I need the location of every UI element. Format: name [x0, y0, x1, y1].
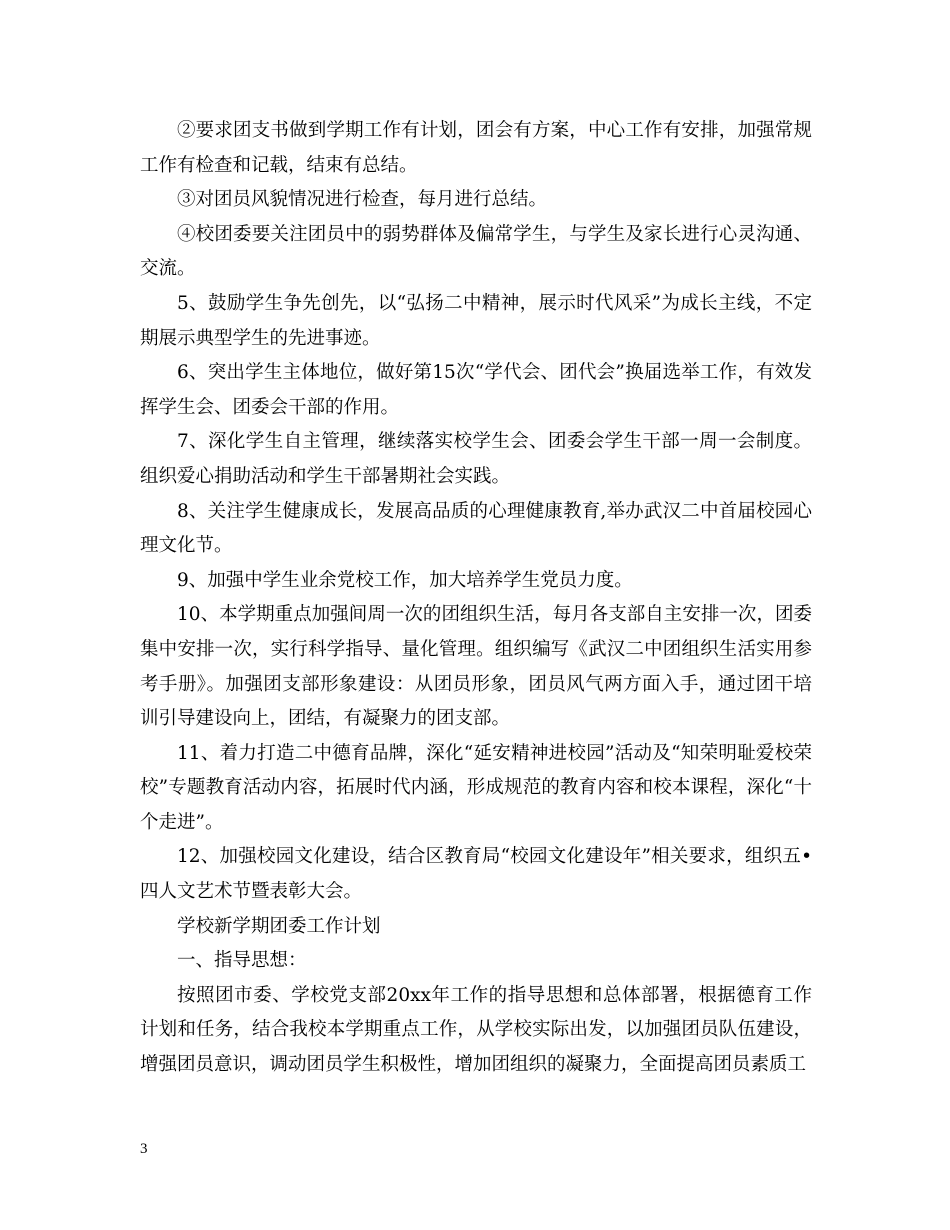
paragraph-item-8: 8、关注学生健康成长，发展高品质的心理健康教育,举办武汉二中首届校园心理文化节。 [140, 500, 812, 557]
section-title: 学校新学期团委工作计划 [177, 915, 381, 937]
paragraph-item-11: 11、着力打造二中德育品牌，深化“延安精神进校园”活动及“知荣明耻爱校荣校”专题教育活动内容，拓展时代内涵，形成规范的教育内容和校本课程，深化“十个走进”。 [140, 742, 812, 833]
document-body [140, 114, 812, 1083]
paragraph-item-10: 10、本学期重点加强间周一次的团组织生活，每月各支部自主安排一次，团委集中安排一次，实行科学指导、量化管理。组织编写《武汉二中团组织生活实用参考手册》。加强团支部形象建设：从团员形象，团员风气两方面入手，通过团干培训引导建设向上，团结，有凝聚力的团支部。 [140, 604, 812, 730]
paragraph-member-inspection: ③对团员风貌情况进行检查，每月进行总结。 [177, 189, 548, 211]
paragraph-league-secretary-plan: ②要求团支书做到学期工作有计划，团会有方案，中心工作有安排，加强常规工作有检查和记载，结束有总结。 [140, 120, 812, 176]
paragraph-item-5: 5、鼓励学生争先创先，以“弘扬二中精神，展示时代风采”为成长主线，不定期展示典型学生的先进事迹。 [140, 292, 812, 349]
paragraph-item-6: 6、突出学生主体地位，做好第15次“学代会、团代会”换届选举工作，有效发挥学生会、团委会干部的作用。 [140, 362, 812, 418]
paragraph-item-7: 7、深化学生自主管理，继续落实校学生会、团委会学生干部一周一会制度。组织爱心捐助活动和学生干部暑期社会实践。 [140, 431, 812, 487]
paragraph-item-12: 12、加强校园文化建设，结合区教育局“校园文化建设年”相关要求，组织五•四人文艺术节暨表彰大会。 [140, 846, 812, 903]
section-heading-guiding-ideology: 一、指导思想： [177, 950, 307, 972]
page-number: 3 [140, 1141, 148, 1157]
paragraph-item-9: 9、加强中学生业余党校工作，加大培养学生党员力度。 [177, 569, 633, 591]
paragraph-vulnerable-groups: ④校团委要关注团员中的弱势群体及偏常学生，与学生及家长进行心灵沟通、交流。 [140, 223, 812, 280]
paragraph-guiding-ideology: 按照团市委、学校党支部20xx年工作的指导思想和总体部署，根据德育工作计划和任务，结合我校本学期重点工作，从学校实际出发，以加强团员队伍建设，增强团员意识，调动团员学生积极性，增加团组织的凝聚力，全面提高团员素质工 [140, 984, 812, 1076]
